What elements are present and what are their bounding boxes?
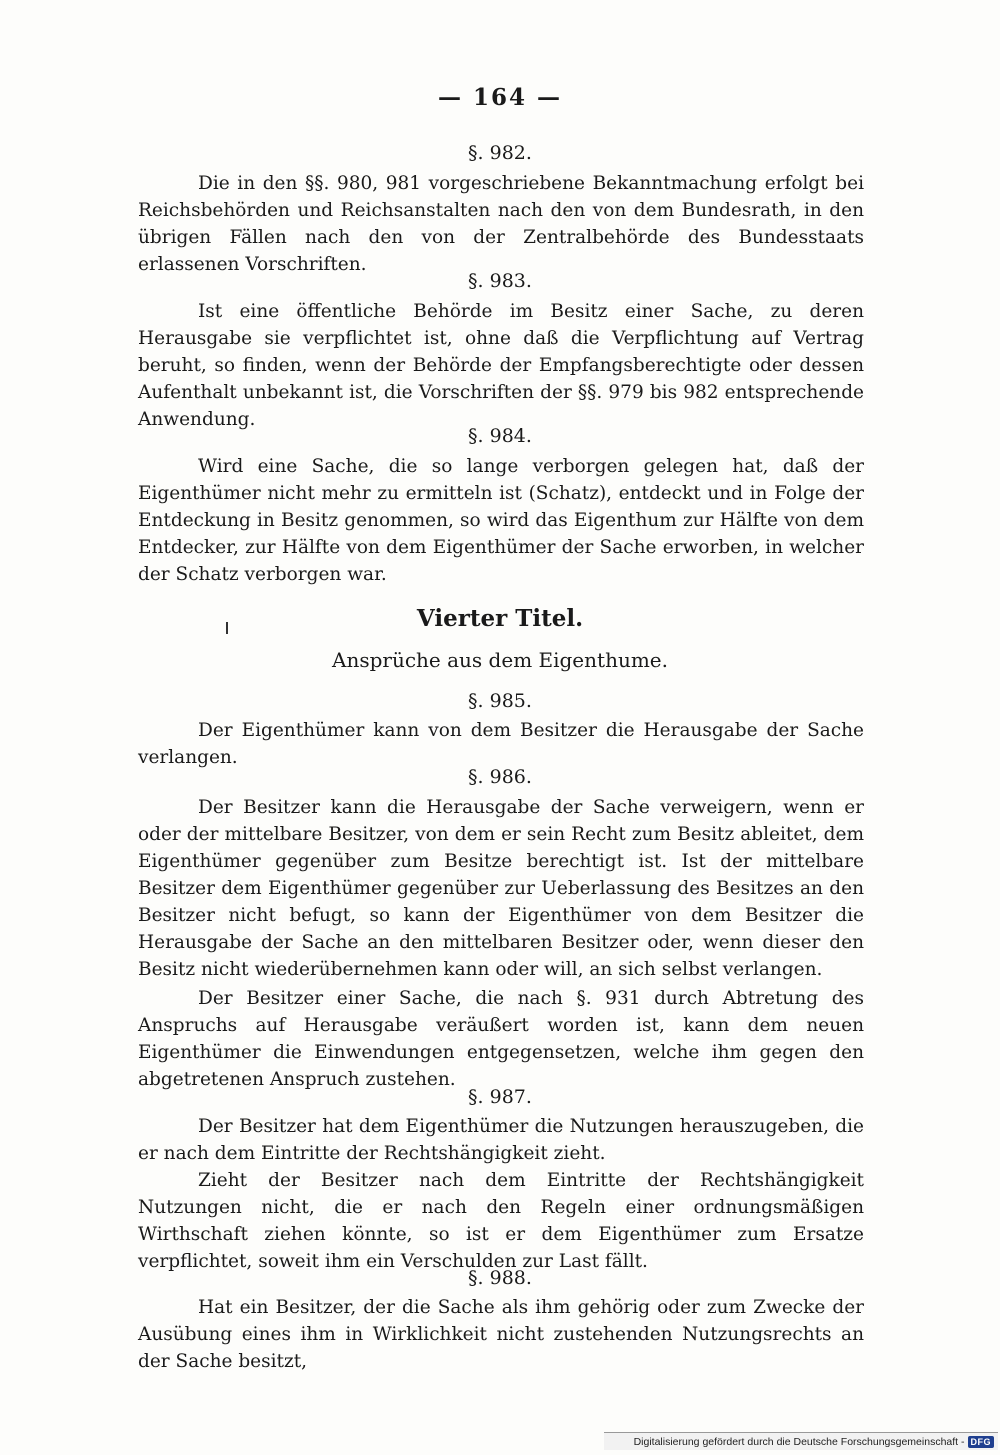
- paragraph-984: Wird eine Sache, die so lange verborgen gelegen hat, daß der Eigenthümer nicht mehr zu ermitteln ist (Schatz), entdeckt und in Folge der Entdeckung in Besitz genommen, so wird das Eigenthum zur Hälfte von dem Entdecker, zur Hälfte von dem Eigenthümer der Sache erworben, in welcher der Schatz verborgen war.: [138, 456, 864, 585]
- section-heading-988: §. 988.: [468, 1267, 532, 1289]
- section-heading-986: §. 986.: [468, 766, 532, 788]
- page-number: — 164 —: [437, 84, 563, 111]
- paragraph-985: Der Eigenthümer kann von dem Besitzer die Herausgabe der Sache verlangen.: [138, 720, 864, 768]
- section-heading-982: §. 982.: [468, 142, 532, 164]
- paragraph-986-1: Der Besitzer kann die Herausgabe der Sache verweigern, wenn er oder der mittelbare Besitzer, von dem er sein Recht zum Besitz ableitet, dem Eigenthümer gegenüber zum Besitze berechtigt ist. Ist der mittelbare Besitzer dem Eigenthümer gegenüber zur Ueberlassung des Besitzes an den Besitzer nicht befugt, so kann der Eigenthümer von dem Besitzer die Herausgabe der Sache an den mittelbaren Besitzer oder, wenn dieser den Besitz nicht wiederübernehmen kann oder will, an sich selbst verlangen.: [138, 797, 864, 980]
- section-heading-985: §. 985.: [468, 690, 532, 712]
- paragraph-987-2: Zieht der Besitzer nach dem Eintritte der Rechtshängigkeit Nutzungen nicht, die er nach den Regeln einer ordnungsmäßigen Wirthschaft ziehen könnte, so ist er dem Eigenthümer zum Ersatze verpflichtet, soweit ihm ein Verschulden zur Last fällt.: [138, 1170, 864, 1272]
- dfg-logo: DFG: [968, 1436, 995, 1448]
- paragraph-987-1: Der Besitzer hat dem Eigenthümer die Nutzungen herauszugeben, die er nach dem Eintritte der Rechtshängigkeit zieht.: [138, 1116, 864, 1164]
- section-heading-984: §. 984.: [468, 425, 532, 447]
- title-subheading: Ansprüche aus dem Eigenthume.: [332, 648, 668, 672]
- footer-text: Digitalisierung gefördert durch die Deutsche Forschungsgemeinschaft -: [633, 1435, 965, 1448]
- title-heading: Vierter Titel.: [416, 605, 584, 632]
- digitization-footer: [604, 1432, 998, 1450]
- section-heading-983: §. 983.: [468, 270, 532, 292]
- paragraph-988: Hat ein Besitzer, der die Sache als ihm gehörig oder zum Zwecke der Ausübung eines ihm in Wirklichkeit nicht zustehenden Nutzungsrechts an der Sache besitzt,: [138, 1297, 864, 1372]
- paragraph-986-2: Der Besitzer einer Sache, die nach §. 931 durch Abtretung des Anspruchs auf Herausgabe veräußert worden ist, kann dem neuen Eigenthümer die Einwendungen entgegensetzen, welche ihm gegen den abgetretenen Anspruch zustehen.: [138, 988, 864, 1090]
- section-heading-987: §. 987.: [468, 1086, 532, 1108]
- paragraph-983: Ist eine öffentliche Behörde im Besitz einer Sache, zu deren Herausgabe sie verpflichtet ist, ohne daß die Verpflichtung auf Vertrag beruht, so finden, wenn der Behörde der Empfangsberechtigte oder dessen Aufenthalt unbekannt ist, die Vorschriften der §§. 979 bis 982 entsprechende Anwendung.: [138, 301, 864, 430]
- paragraph-982: Die in den §§. 980, 981 vorgeschriebene Bekanntmachung erfolgt bei Reichsbehörden und Reichsanstalten nach den von dem Bundesrath, in den übrigen Fällen nach den von der Zentralbehörde des Bundesstaats erlassenen Vorschriften.: [138, 173, 864, 275]
